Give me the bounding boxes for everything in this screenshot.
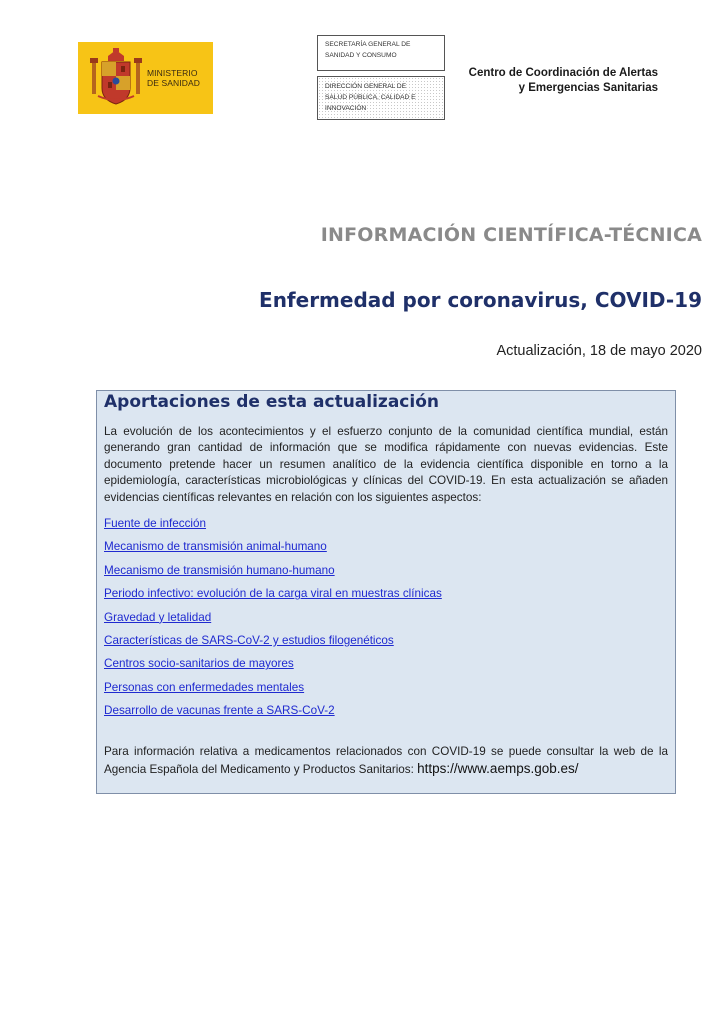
document-heading: INFORMACIÓN CIENTÍFICA-TÉCNICA bbox=[320, 224, 702, 246]
medicines-note-text: Para información relativa a medicamentos relacionados con COVID-19 se puede consultar la web de la Agencia Española del Medicamento y Productos Sanitarios: bbox=[104, 745, 668, 776]
link-caracteristicas-sars-cov-2[interactable]: Características de SARS-CoV-2 y estudios filogenéticos bbox=[104, 633, 394, 647]
update-date: Actualización, 18 de mayo 2020 bbox=[496, 343, 702, 359]
medicines-note bbox=[104, 744, 668, 778]
link-enfermedades-mentales[interactable]: Personas con enfermedades mentales bbox=[104, 680, 305, 694]
list-item bbox=[104, 633, 668, 648]
secretaria-box: SECRETARÍA GENERAL DE SANIDAD Y CONSUMO bbox=[317, 35, 445, 71]
panel-title: Aportaciones de esta actualización bbox=[104, 392, 439, 412]
link-fuente-infeccion[interactable]: Fuente de infección bbox=[104, 517, 207, 531]
list-item bbox=[104, 563, 668, 578]
list-item bbox=[104, 516, 668, 531]
direccion-box: DIRECCIÓN GENERAL DE SALUD PÚBLICA, CALIDAD E INNOVACIÓN bbox=[317, 76, 445, 120]
list-item bbox=[104, 703, 668, 718]
list-item bbox=[104, 656, 668, 671]
list-item bbox=[104, 586, 668, 601]
centro-coordinacion: Centro de Coordinación de Alertas y Emergencias Sanitarias bbox=[468, 67, 658, 94]
topic-links bbox=[104, 516, 668, 718]
link-transmision-animal-humano[interactable]: Mecanismo de transmisión animal-humano bbox=[104, 540, 327, 554]
ministry-name: MINISTERIO DE SANIDAD bbox=[147, 68, 200, 88]
contributions-panel bbox=[96, 390, 676, 794]
shield-of-spain-icon bbox=[88, 48, 144, 108]
panel-intro: La evolución de los acontecimientos y el esfuerzo conjunto de la comunidad científica mundial, están generando gran cantidad de información que se modifica rápidamente con nuevas evidencias. Este documento pretende hacer un resumen analítico de la evidencia científica disponible en torno a la epidemiología, características microbiológicas y clínicas del COVID-19. En esta actualización se añaden evidencias científicas relevantes en relación con los siguientes aspectos: bbox=[104, 425, 668, 504]
list-item bbox=[104, 680, 668, 695]
aemps-url[interactable]: https://www.aemps.gob.es/ bbox=[417, 760, 579, 776]
link-desarrollo-vacunas[interactable]: Desarrollo de vacunas frente a SARS-CoV-2 bbox=[104, 704, 335, 718]
link-centros-socio-sanitarios[interactable]: Centros socio-sanitarios de mayores bbox=[104, 657, 294, 671]
list-item bbox=[104, 610, 668, 625]
link-gravedad-letalidad[interactable]: Gravedad y letalidad bbox=[104, 610, 212, 624]
link-periodo-infectivo[interactable]: Periodo infectivo: evolución de la carga viral en muestras clínicas bbox=[104, 587, 442, 601]
list-item bbox=[104, 539, 668, 554]
ministry-logo bbox=[78, 42, 213, 114]
document-title: Enfermedad por coronavirus, COVID-19 bbox=[259, 288, 702, 312]
link-transmision-humano-humano[interactable]: Mecanismo de transmisión humano-humano bbox=[104, 563, 335, 577]
